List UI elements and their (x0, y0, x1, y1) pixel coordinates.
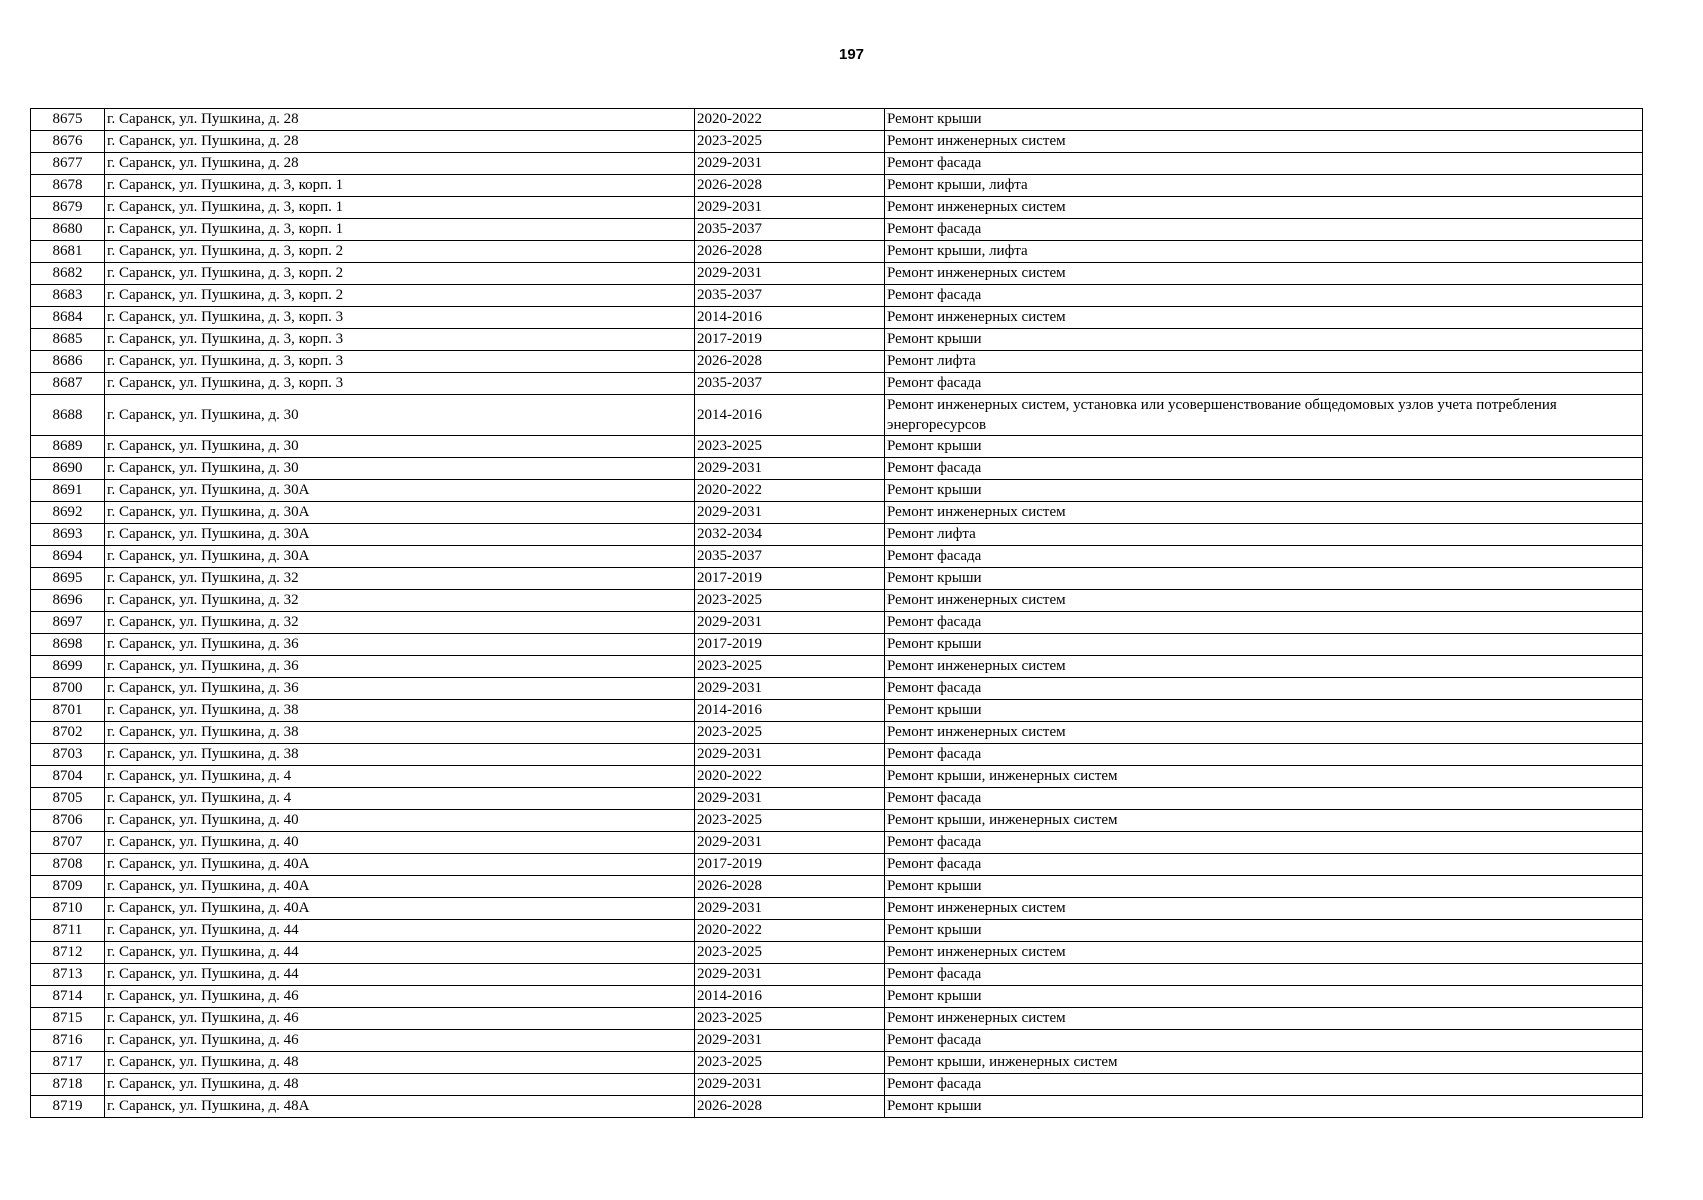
row-number-cell: 8688 (31, 395, 105, 436)
work-type-cell: Ремонт крыши (885, 1096, 1643, 1118)
work-type-cell: Ремонт фасада (885, 964, 1643, 986)
row-number-cell: 8706 (31, 810, 105, 832)
row-number-cell: 8692 (31, 502, 105, 524)
work-type-cell: Ремонт инженерных систем (885, 307, 1643, 329)
table-row (31, 373, 1643, 395)
period-cell: 2029-2031 (695, 153, 885, 175)
period-cell: 2032-2034 (695, 524, 885, 546)
period-cell: 2029-2031 (695, 744, 885, 766)
work-type-cell: Ремонт инженерных систем (885, 131, 1643, 153)
address-cell: г. Саранск, ул. Пушкина, д. 46 (105, 986, 695, 1008)
address-cell: г. Саранск, ул. Пушкина, д. 36 (105, 634, 695, 656)
row-number-cell: 8677 (31, 153, 105, 175)
period-cell: 2026-2028 (695, 175, 885, 197)
work-type-cell: Ремонт инженерных систем (885, 656, 1643, 678)
period-cell: 2029-2031 (695, 1030, 885, 1052)
period-cell: 2014-2016 (695, 700, 885, 722)
table-row (31, 546, 1643, 568)
work-type-cell: Ремонт инженерных систем, установка или усовершенствование общедомовых узлов учета потребления энергоресурсов (885, 395, 1643, 436)
work-type-cell: Ремонт инженерных систем (885, 502, 1643, 524)
period-cell: 2029-2031 (695, 898, 885, 920)
row-number-cell: 8682 (31, 263, 105, 285)
table-row (31, 1096, 1643, 1118)
table-row (31, 788, 1643, 810)
table-row (31, 568, 1643, 590)
period-cell: 2026-2028 (695, 351, 885, 373)
work-type-cell: Ремонт инженерных систем (885, 197, 1643, 219)
period-cell: 2029-2031 (695, 197, 885, 219)
address-cell: г. Саранск, ул. Пушкина, д. 4 (105, 766, 695, 788)
table-row (31, 307, 1643, 329)
table-row (31, 285, 1643, 307)
work-type-cell: Ремонт фасада (885, 153, 1643, 175)
table-row (31, 898, 1643, 920)
table-row (31, 678, 1643, 700)
table-row (31, 1074, 1643, 1096)
work-type-cell: Ремонт инженерных систем (885, 898, 1643, 920)
row-number-cell: 8687 (31, 373, 105, 395)
row-number-cell: 8701 (31, 700, 105, 722)
table-row (31, 351, 1643, 373)
address-cell: г. Саранск, ул. Пушкина, д. 40А (105, 898, 695, 920)
table-row (31, 436, 1643, 458)
work-type-cell: Ремонт инженерных систем (885, 590, 1643, 612)
work-type-cell: Ремонт крыши, инженерных систем (885, 810, 1643, 832)
row-number-cell: 8685 (31, 329, 105, 351)
work-type-cell: Ремонт крыши (885, 634, 1643, 656)
period-cell: 2020-2022 (695, 920, 885, 942)
period-cell: 2020-2022 (695, 766, 885, 788)
work-type-cell: Ремонт фасада (885, 744, 1643, 766)
address-cell: г. Саранск, ул. Пушкина, д. 32 (105, 612, 695, 634)
address-cell: г. Саранск, ул. Пушкина, д. 3, корп. 3 (105, 329, 695, 351)
table-row (31, 854, 1643, 876)
table-row (31, 722, 1643, 744)
period-cell: 2017-2019 (695, 568, 885, 590)
address-cell: г. Саранск, ул. Пушкина, д. 30А (105, 502, 695, 524)
address-cell: г. Саранск, ул. Пушкина, д. 46 (105, 1030, 695, 1052)
table-row (31, 263, 1643, 285)
address-cell: г. Саранск, ул. Пушкина, д. 28 (105, 153, 695, 175)
address-cell: г. Саранск, ул. Пушкина, д. 3, корп. 1 (105, 219, 695, 241)
work-type-cell: Ремонт крыши (885, 436, 1643, 458)
row-number-cell: 8719 (31, 1096, 105, 1118)
row-number-cell: 8702 (31, 722, 105, 744)
row-number-cell: 8686 (31, 351, 105, 373)
address-cell: г. Саранск, ул. Пушкина, д. 44 (105, 964, 695, 986)
work-type-cell: Ремонт лифта (885, 351, 1643, 373)
row-number-cell: 8699 (31, 656, 105, 678)
table-row (31, 986, 1643, 1008)
period-cell: 2035-2037 (695, 373, 885, 395)
table-row (31, 197, 1643, 219)
period-cell: 2020-2022 (695, 480, 885, 502)
row-number-cell: 8698 (31, 634, 105, 656)
row-number-cell: 8714 (31, 986, 105, 1008)
period-cell: 2023-2025 (695, 656, 885, 678)
table-row (31, 329, 1643, 351)
address-cell: г. Саранск, ул. Пушкина, д. 44 (105, 942, 695, 964)
row-number-cell: 8710 (31, 898, 105, 920)
address-cell: г. Саранск, ул. Пушкина, д. 30А (105, 546, 695, 568)
address-cell: г. Саранск, ул. Пушкина, д. 32 (105, 590, 695, 612)
address-cell: г. Саранск, ул. Пушкина, д. 3, корп. 3 (105, 373, 695, 395)
work-type-cell: Ремонт крыши, инженерных систем (885, 766, 1643, 788)
table-row (31, 458, 1643, 480)
row-number-cell: 8690 (31, 458, 105, 480)
row-number-cell: 8718 (31, 1074, 105, 1096)
period-cell: 2026-2028 (695, 241, 885, 263)
work-type-cell: Ремонт крыши (885, 109, 1643, 131)
work-type-cell: Ремонт инженерных систем (885, 1008, 1643, 1030)
table-row (31, 634, 1643, 656)
period-cell: 2017-2019 (695, 329, 885, 351)
row-number-cell: 8681 (31, 241, 105, 263)
address-cell: г. Саранск, ул. Пушкина, д. 32 (105, 568, 695, 590)
table-row (31, 1008, 1643, 1030)
address-cell: г. Саранск, ул. Пушкина, д. 38 (105, 744, 695, 766)
address-cell: г. Саранск, ул. Пушкина, д. 38 (105, 700, 695, 722)
table-row (31, 656, 1643, 678)
work-type-cell: Ремонт крыши (885, 568, 1643, 590)
period-cell: 2029-2031 (695, 458, 885, 480)
work-type-cell: Ремонт фасада (885, 788, 1643, 810)
work-type-cell: Ремонт фасада (885, 373, 1643, 395)
work-type-cell: Ремонт фасада (885, 678, 1643, 700)
work-type-cell: Ремонт фасада (885, 1030, 1643, 1052)
work-type-cell: Ремонт крыши, инженерных систем (885, 1052, 1643, 1074)
work-type-cell: Ремонт инженерных систем (885, 263, 1643, 285)
row-number-cell: 8705 (31, 788, 105, 810)
period-cell: 2023-2025 (695, 590, 885, 612)
row-number-cell: 8709 (31, 876, 105, 898)
table-row (31, 942, 1643, 964)
row-number-cell: 8704 (31, 766, 105, 788)
table-row (31, 502, 1643, 524)
row-number-cell: 8691 (31, 480, 105, 502)
work-type-cell: Ремонт крыши (885, 480, 1643, 502)
row-number-cell: 8716 (31, 1030, 105, 1052)
address-cell: г. Саранск, ул. Пушкина, д. 48 (105, 1074, 695, 1096)
address-cell: г. Саранск, ул. Пушкина, д. 46 (105, 1008, 695, 1030)
row-number-cell: 8697 (31, 612, 105, 634)
address-cell: г. Саранск, ул. Пушкина, д. 40А (105, 854, 695, 876)
period-cell: 2029-2031 (695, 502, 885, 524)
work-type-cell: Ремонт инженерных систем (885, 722, 1643, 744)
work-type-cell: Ремонт фасада (885, 546, 1643, 568)
address-cell: г. Саранск, ул. Пушкина, д. 4 (105, 788, 695, 810)
period-cell: 2029-2031 (695, 788, 885, 810)
address-cell: г. Саранск, ул. Пушкина, д. 48А (105, 1096, 695, 1118)
table-row (31, 876, 1643, 898)
period-cell: 2023-2025 (695, 942, 885, 964)
row-number-cell: 8679 (31, 197, 105, 219)
row-number-cell: 8675 (31, 109, 105, 131)
address-cell: г. Саранск, ул. Пушкина, д. 30А (105, 524, 695, 546)
row-number-cell: 8695 (31, 568, 105, 590)
row-number-cell: 8700 (31, 678, 105, 700)
table-row (31, 480, 1643, 502)
address-cell: г. Саранск, ул. Пушкина, д. 28 (105, 131, 695, 153)
address-cell: г. Саранск, ул. Пушкина, д. 30 (105, 458, 695, 480)
row-number-cell: 8703 (31, 744, 105, 766)
work-type-cell: Ремонт крыши (885, 920, 1643, 942)
period-cell: 2023-2025 (695, 131, 885, 153)
row-number-cell: 8694 (31, 546, 105, 568)
row-number-cell: 8693 (31, 524, 105, 546)
row-number-cell: 8683 (31, 285, 105, 307)
work-type-cell: Ремонт фасада (885, 458, 1643, 480)
address-cell: г. Саранск, ул. Пушкина, д. 3, корп. 2 (105, 241, 695, 263)
work-type-cell: Ремонт фасада (885, 1074, 1643, 1096)
table-row (31, 920, 1643, 942)
address-cell: г. Саранск, ул. Пушкина, д. 3, корп. 1 (105, 175, 695, 197)
work-type-cell: Ремонт крыши (885, 876, 1643, 898)
period-cell: 2029-2031 (695, 1074, 885, 1096)
table-row (31, 524, 1643, 546)
period-cell: 2029-2031 (695, 964, 885, 986)
row-number-cell: 8680 (31, 219, 105, 241)
address-cell: г. Саранск, ул. Пушкина, д. 30 (105, 436, 695, 458)
row-number-cell: 8696 (31, 590, 105, 612)
table-row (31, 109, 1643, 131)
address-cell: г. Саранск, ул. Пушкина, д. 40А (105, 876, 695, 898)
period-cell: 2026-2028 (695, 1096, 885, 1118)
address-cell: г. Саранск, ул. Пушкина, д. 38 (105, 722, 695, 744)
period-cell: 2029-2031 (695, 263, 885, 285)
address-cell: г. Саранск, ул. Пушкина, д. 36 (105, 678, 695, 700)
work-type-cell: Ремонт фасада (885, 854, 1643, 876)
table-row (31, 766, 1643, 788)
work-type-cell: Ремонт крыши, лифта (885, 175, 1643, 197)
period-cell: 2017-2019 (695, 854, 885, 876)
address-cell: г. Саранск, ул. Пушкина, д. 3, корп. 3 (105, 307, 695, 329)
work-type-cell: Ремонт лифта (885, 524, 1643, 546)
row-number-cell: 8713 (31, 964, 105, 986)
row-number-cell: 8711 (31, 920, 105, 942)
address-cell: г. Саранск, ул. Пушкина, д. 28 (105, 109, 695, 131)
period-cell: 2023-2025 (695, 1052, 885, 1074)
table-row (31, 832, 1643, 854)
period-cell: 2023-2025 (695, 436, 885, 458)
period-cell: 2035-2037 (695, 219, 885, 241)
table-row (31, 241, 1643, 263)
period-cell: 2014-2016 (695, 307, 885, 329)
period-cell: 2029-2031 (695, 612, 885, 634)
period-cell: 2023-2025 (695, 722, 885, 744)
table-row (31, 153, 1643, 175)
row-number-cell: 8707 (31, 832, 105, 854)
row-number-cell: 8676 (31, 131, 105, 153)
table-row (31, 1052, 1643, 1074)
period-cell: 2026-2028 (695, 876, 885, 898)
row-number-cell: 8712 (31, 942, 105, 964)
row-number-cell: 8715 (31, 1008, 105, 1030)
row-number-cell: 8684 (31, 307, 105, 329)
table-row (31, 964, 1643, 986)
table-row (31, 700, 1643, 722)
table-row (31, 131, 1643, 153)
period-cell: 2023-2025 (695, 1008, 885, 1030)
row-number-cell: 8708 (31, 854, 105, 876)
work-type-cell: Ремонт фасада (885, 219, 1643, 241)
address-cell: г. Саранск, ул. Пушкина, д. 3, корп. 2 (105, 285, 695, 307)
table-row (31, 395, 1643, 436)
address-cell: г. Саранск, ул. Пушкина, д. 3, корп. 3 (105, 351, 695, 373)
address-cell: г. Саранск, ул. Пушкина, д. 40 (105, 810, 695, 832)
work-type-cell: Ремонт инженерных систем (885, 942, 1643, 964)
period-cell: 2017-2019 (695, 634, 885, 656)
table-row (31, 590, 1643, 612)
work-type-cell: Ремонт крыши (885, 329, 1643, 351)
row-number-cell: 8717 (31, 1052, 105, 1074)
table-row (31, 810, 1643, 832)
work-type-cell: Ремонт крыши (885, 986, 1643, 1008)
address-cell: г. Саранск, ул. Пушкина, д. 30 (105, 395, 695, 436)
page-number: 197 (838, 46, 865, 63)
address-cell: г. Саранск, ул. Пушкина, д. 40 (105, 832, 695, 854)
row-number-cell: 8689 (31, 436, 105, 458)
address-cell: г. Саранск, ул. Пушкина, д. 30А (105, 480, 695, 502)
work-type-cell: Ремонт фасада (885, 612, 1643, 634)
work-type-cell: Ремонт крыши, лифта (885, 241, 1643, 263)
period-cell: 2014-2016 (695, 986, 885, 1008)
table-row (31, 1030, 1643, 1052)
table-row (31, 175, 1643, 197)
period-cell: 2014-2016 (695, 395, 885, 436)
period-cell: 2020-2022 (695, 109, 885, 131)
work-type-cell: Ремонт крыши (885, 700, 1643, 722)
address-cell: г. Саранск, ул. Пушкина, д. 3, корп. 1 (105, 197, 695, 219)
address-cell: г. Саранск, ул. Пушкина, д. 36 (105, 656, 695, 678)
work-type-cell: Ремонт фасада (885, 285, 1643, 307)
table-row (31, 744, 1643, 766)
table-body (31, 109, 1643, 1118)
address-cell: г. Саранск, ул. Пушкина, д. 3, корп. 2 (105, 263, 695, 285)
address-cell: г. Саранск, ул. Пушкина, д. 48 (105, 1052, 695, 1074)
period-cell: 2023-2025 (695, 810, 885, 832)
period-cell: 2029-2031 (695, 832, 885, 854)
work-type-cell: Ремонт фасада (885, 832, 1643, 854)
period-cell: 2035-2037 (695, 546, 885, 568)
address-cell: г. Саранск, ул. Пушкина, д. 44 (105, 920, 695, 942)
period-cell: 2029-2031 (695, 678, 885, 700)
table-row (31, 612, 1643, 634)
period-cell: 2035-2037 (695, 285, 885, 307)
repair-schedule-table (30, 108, 1643, 1118)
table-row (31, 219, 1643, 241)
row-number-cell: 8678 (31, 175, 105, 197)
